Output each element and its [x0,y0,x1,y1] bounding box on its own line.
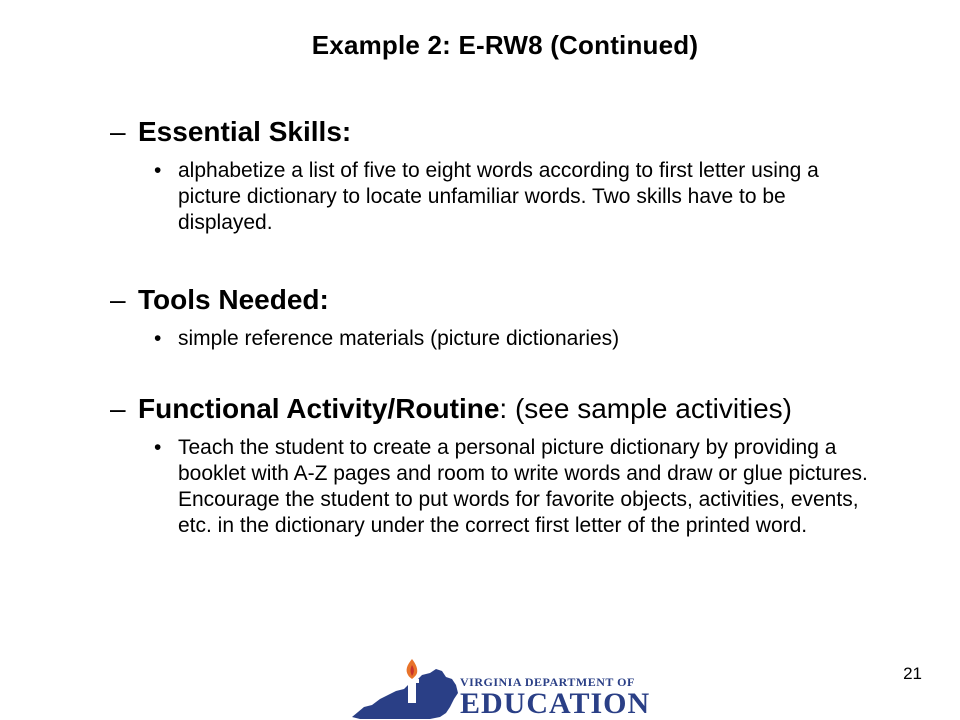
functional-activity-heading: Functional Activity/Routine [138,393,500,424]
essential-skills-text: alphabetize a list of five to eight words according to first letter using a picture dictionary to locate unfamiliar words. Two skills have to be displayed. [178,159,819,234]
essential-skills-heading-row [110,116,900,148]
essential-skills-heading: Essential Skills: [138,116,352,147]
tools-needed-heading-row [110,284,900,316]
section-essential-skills [110,116,900,236]
logo-line2: EDUCATION [460,687,651,720]
tools-needed-text: simple reference materials (picture dictionaries) [178,327,620,350]
functional-activity-bullet [154,435,868,539]
section-functional-activity [110,393,900,539]
vdoe-logo [350,655,651,720]
bullet-marker: • [154,159,162,182]
essential-skills-bullet [154,158,868,236]
dash-marker: – [110,284,126,315]
tools-needed-heading: Tools Needed: [138,284,329,315]
functional-activity-text: Teach the student to create a personal picture dictionary by providing a booklet with A-Z pages and room to write words and draw or glue pictures. Encourage the student to put words for favorite objects, activities, events, etc. in the dictionary under the correct first letter of the printed word. [178,436,868,537]
page-number: 21 [903,664,922,683]
section-tools-needed [110,284,900,352]
tools-needed-bullet [154,326,868,352]
bullet-marker: • [154,327,162,350]
functional-activity-suffix: : (see sample activities) [499,393,792,424]
dash-marker: – [110,116,126,147]
virginia-map-torch-icon [350,655,460,720]
bullet-marker: • [154,436,162,459]
functional-activity-heading-row [110,393,900,425]
logo-line1: VIRGINIA DEPARTMENT OF [460,675,635,689]
dash-marker: – [110,393,126,424]
slide-title: Example 2: E-RW8 (Continued) [311,30,699,60]
